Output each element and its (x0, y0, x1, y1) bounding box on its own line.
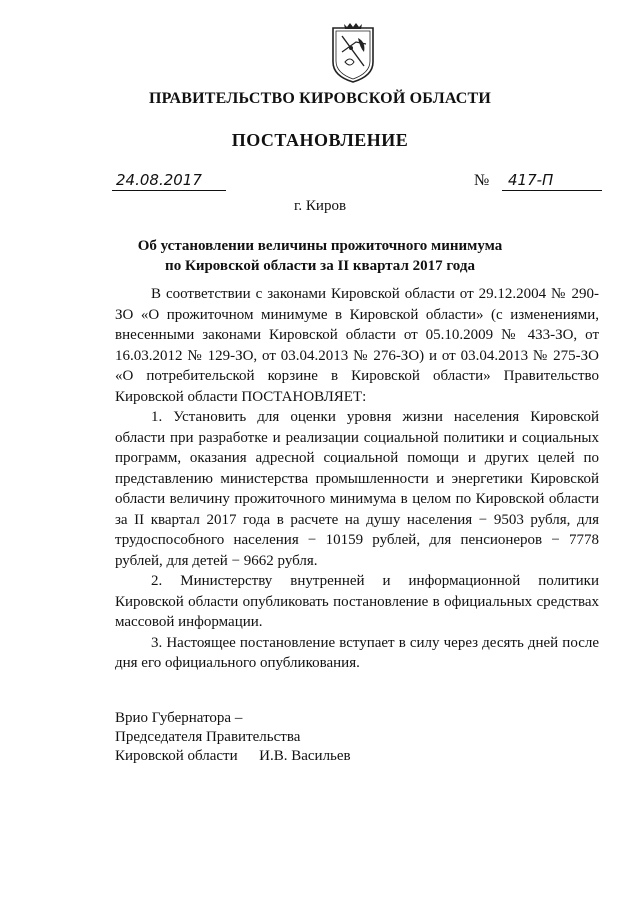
title-line-2: по Кировской области за II квартал 2017 года (165, 258, 475, 274)
signature-block (115, 709, 415, 766)
document-body (115, 284, 599, 674)
signatory-title-1: Врио Губернатора – (115, 710, 243, 726)
title-line-1: Об установлении величины прожиточного минимума (137, 238, 503, 254)
signatory-region: Кировской области (115, 748, 238, 764)
document-title (0, 236, 640, 276)
government-name: ПРАВИТЕЛЬСТВО КИРОВСКОЙ ОБЛАСТИ (148, 90, 492, 107)
item-1-paragraph: 1. Установить для оценки уровня жизни населения Кировской области при разработке и реализации социальной политики и социальных программ, оказания адресной социальной помощи и других целей по представлению министерства промышленности и энергетики Кировской области величину прожиточного минимума в целом по Кировской области за II квартал 2017 года в расчете на душу населения − 9503 рубля, для трудоспособного населения − 10159 рублей, для пенсионеров − 7778 рублей, для детей − 9662 рубля. (115, 409, 599, 569)
item-3-paragraph: 3. Настоящее постановление вступает в силу через десять дней после дня его официального опубликования. (115, 634, 599, 671)
signatory-name: И.В. Васильев (259, 748, 351, 764)
city: г. Киров (293, 198, 347, 214)
number-sign: № (474, 172, 490, 189)
kirov-oblast-coat-of-arms-icon (330, 22, 376, 84)
item-2-paragraph: 2. Министерству внутренней и информационной политики Кировской области опубликовать постановление в официальных средствах массовой информации. (115, 573, 599, 630)
document-date: 24.08.2017 (112, 170, 226, 191)
document-type: ПОСТАНОВЛЕНИЕ (231, 130, 409, 150)
document-number: 417-П (502, 170, 602, 191)
signatory-title-2: Председателя Правительства (115, 729, 301, 745)
preamble-paragraph: В соответствии с законами Кировской области от 29.12.2004 № 290-ЗО «О прожиточном минимуме в Кировской области» (с изменениями, внесенными законами Кировской области от 05.10.2009 № 433-ЗО, от 16.03.2012 № 129-ЗО, от 03.04.2013 № 276-ЗО) и от 03.04.2013 № 275-ЗО «О потребительской корзине в Кировской области» Правительство Кировской области ПОСТАНОВЛЯЕТ: (115, 286, 599, 405)
signatory-line-3 (115, 747, 415, 766)
